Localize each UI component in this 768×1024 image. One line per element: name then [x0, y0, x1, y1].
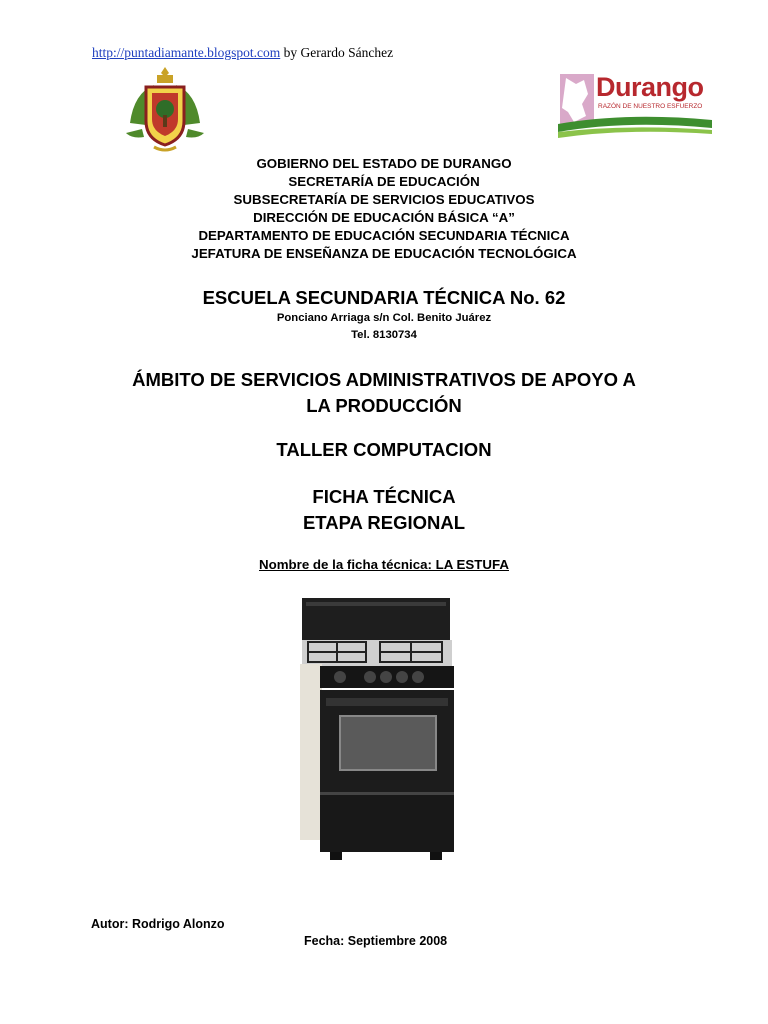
sheet-title-block — [0, 484, 768, 536]
institution-line: DEPARTAMENTO DE EDUCACIÓN SECUNDARIA TÉCNICA — [198, 228, 570, 243]
byline: by Gerardo Sánchez — [280, 45, 394, 60]
sheet-stage: ETAPA REGIONAL — [302, 512, 466, 533]
school-phone: Tel. 8130734 — [351, 329, 417, 341]
school-address: Ponciano Arriaga s/n Col. Benito Juárez — [276, 312, 492, 324]
institution-line: SUBSECRETARÍA DE SERVICIOS EDUCATIVOS — [233, 192, 535, 207]
institution-block — [0, 155, 768, 263]
durango-logo-tagline: RAZÓN DE NUESTRO ESFUERZO — [598, 103, 703, 110]
sheet-title: FICHA TÉCNICA — [312, 486, 456, 507]
durango-logo-text: Durango — [596, 72, 704, 102]
scope-title — [0, 367, 768, 419]
date: Fecha: Septiembre 2008 — [304, 934, 448, 948]
header-line — [92, 45, 393, 61]
coat-of-arms-logo — [124, 63, 206, 157]
institution-line: JEFATURA DE ENSEÑANZA DE EDUCACIÓN TECNOLÓGICA — [191, 246, 577, 261]
stove-image — [296, 594, 458, 864]
institution-line: DIRECCIÓN DE EDUCACIÓN BÁSICA “A” — [253, 210, 515, 225]
blog-link[interactable]: http://puntadiamante.blogspot.com — [92, 45, 281, 60]
durango-logo — [556, 70, 714, 142]
institution-line: SECRETARÍA DE EDUCACIÓN — [288, 174, 480, 189]
school-name: ESCUELA SECUNDARIA TÉCNICA No. 62 — [202, 287, 566, 308]
scope-line-1: ÁMBITO DE SERVICIOS ADMINISTRATIVOS DE APOYO A — [132, 369, 636, 390]
sheet-name-label: Nombre de la ficha técnica: LA ESTUFA — [259, 557, 509, 572]
institution-line: GOBIERNO DEL ESTADO DE DURANGO — [256, 156, 512, 171]
scope-line-2: LA PRODUCCIÓN — [306, 395, 462, 416]
author: Autor: Rodrigo Alonzo — [91, 917, 225, 931]
workshop-title: TALLER COMPUTACION — [276, 439, 492, 460]
